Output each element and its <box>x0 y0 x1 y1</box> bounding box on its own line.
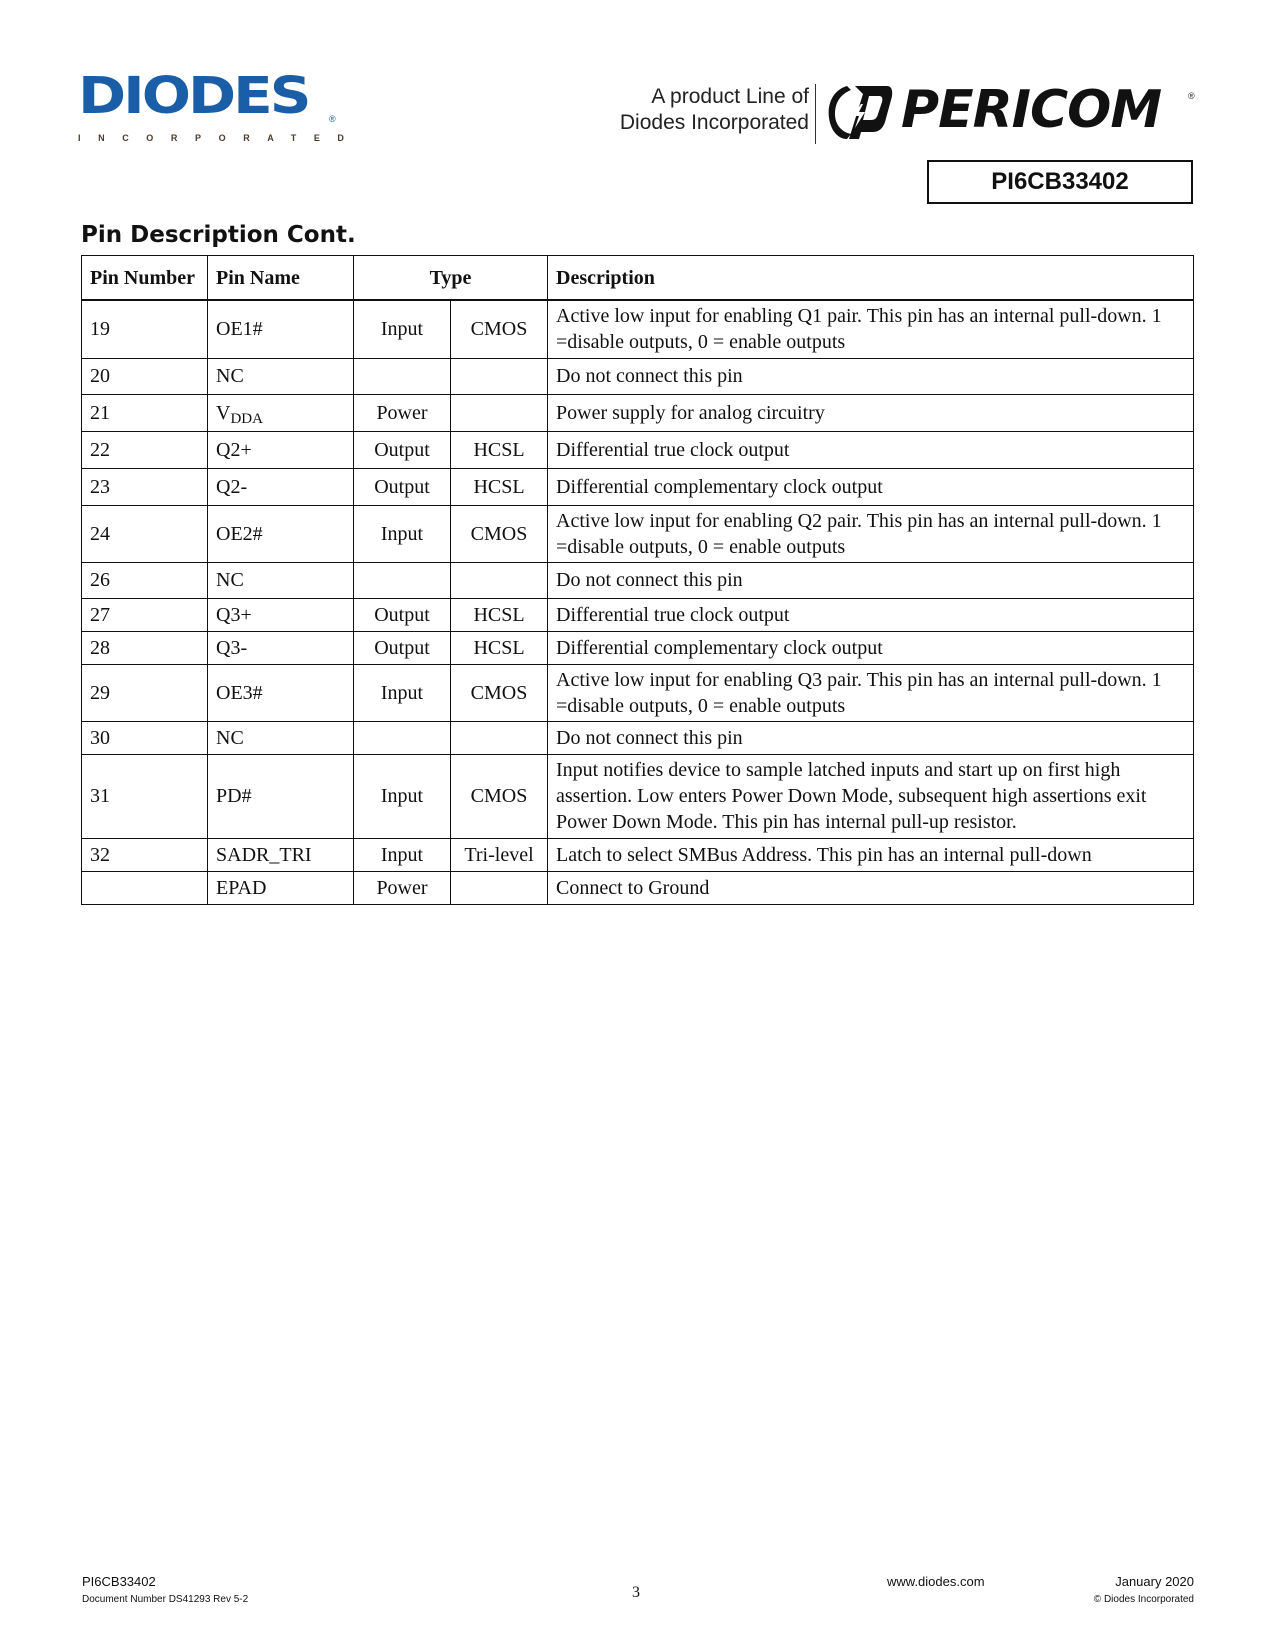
pin-name-cell: NC <box>208 721 354 754</box>
pin-number-cell: 27 <box>82 598 208 631</box>
pin-type-cell: Output <box>354 598 451 631</box>
pin-signal-cell <box>451 721 548 754</box>
diodes-logo-subtext: INCORPORATED <box>78 133 362 143</box>
pin-description-cell: Connect to Ground <box>548 871 1194 904</box>
pin-name-subscript: DDA <box>230 410 263 427</box>
pin-number-cell: 19 <box>82 300 208 358</box>
pin-description-cell: Power supply for analog circuitry <box>548 394 1194 431</box>
pin-description-cell: Active low input for enabling Q1 pair. This pin has an internal pull-down. 1 =disable outputs, 0 = enable outputs <box>548 300 1194 358</box>
part-number-box: PI6CB33402 <box>927 160 1193 204</box>
diodes-logo-text: DIODES <box>78 65 309 126</box>
pin-name-main: V <box>216 401 231 424</box>
pin-description-cell: Do not connect this pin <box>548 358 1194 394</box>
pin-number-cell: 28 <box>82 631 208 664</box>
pin-name-cell: NC <box>208 358 354 394</box>
header-pin-name: Pin Name <box>208 256 354 301</box>
pin-number-cell: 21 <box>82 394 208 431</box>
pin-number-cell: 26 <box>82 562 208 598</box>
pin-type-cell: Output <box>354 431 451 468</box>
pin-type-cell: Output <box>354 631 451 664</box>
section-title: Pin Description Cont. <box>81 222 356 248</box>
pin-signal-cell: Tri-level <box>451 838 548 871</box>
table-row <box>82 358 1194 394</box>
pin-number-cell: 32 <box>82 838 208 871</box>
pin-number-cell: 30 <box>82 721 208 754</box>
pin-description-cell: Active low input for enabling Q3 pair. This pin has an internal pull-down. 1 =disable outputs, 0 = enable outputs <box>548 664 1194 721</box>
pin-type-cell: Input <box>354 300 451 358</box>
pin-signal-cell <box>451 562 548 598</box>
table-row <box>82 598 1194 631</box>
pin-name-cell: PD# <box>208 754 354 838</box>
pin-type-cell: Output <box>354 468 451 505</box>
footer-page-number: 3 <box>632 1584 640 1601</box>
pin-name-cell: Q3- <box>208 631 354 664</box>
pericom-registered-mark: ® <box>1188 91 1195 101</box>
pin-type-cell <box>354 358 451 394</box>
pin-name-cell: SADR_TRI <box>208 838 354 871</box>
table-row <box>82 300 1194 358</box>
pin-name-cell <box>208 394 354 431</box>
tagline <box>620 84 809 136</box>
pericom-logo-icon <box>825 82 893 142</box>
table-row <box>82 664 1194 721</box>
pin-number-cell <box>82 871 208 904</box>
pin-number-cell: 22 <box>82 431 208 468</box>
pin-number-cell: 23 <box>82 468 208 505</box>
pin-description-table <box>81 255 1194 905</box>
tagline-line-2: Diodes Incorporated <box>619 111 809 134</box>
pin-signal-cell <box>451 394 548 431</box>
pin-signal-cell: CMOS <box>451 300 548 358</box>
header-pin-number: Pin Number <box>82 256 208 301</box>
pin-name-cell: NC <box>208 562 354 598</box>
table-row <box>82 721 1194 754</box>
pin-description-cell: Do not connect this pin <box>548 562 1194 598</box>
pin-type-cell: Input <box>354 505 451 562</box>
pericom-logo-text: PERICOM <box>901 80 1162 140</box>
pin-description-cell: Differential complementary clock output <box>548 468 1194 505</box>
table-row <box>82 394 1194 431</box>
pin-signal-cell <box>451 871 548 904</box>
pin-description-cell: Latch to select SMBus Address. This pin has an internal pull-down <box>548 838 1194 871</box>
tagline-line-1: A product Line of <box>651 85 809 108</box>
pin-type-cell: Input <box>354 664 451 721</box>
pin-signal-cell: HCSL <box>451 631 548 664</box>
pin-number-cell: 31 <box>82 754 208 838</box>
pin-signal-cell: HCSL <box>451 598 548 631</box>
pin-type-cell <box>354 721 451 754</box>
pin-type-cell: Power <box>354 871 451 904</box>
table-row <box>82 562 1194 598</box>
diodes-registered-mark: ® <box>329 114 336 124</box>
pin-signal-cell <box>451 358 548 394</box>
table-row <box>82 631 1194 664</box>
table-row <box>82 838 1194 871</box>
pin-name-cell: Q3+ <box>208 598 354 631</box>
pin-description-cell: Input notifies device to sample latched inputs and start up on first high assertion. Low enters Power Down Mode, subsequent high assertions exit Power Down Mode. This pin has internal pull-up resistor. <box>548 754 1194 838</box>
header-type: Type <box>354 256 548 301</box>
table-row <box>82 468 1194 505</box>
pin-signal-cell: CMOS <box>451 664 548 721</box>
table-header-row <box>82 256 1194 301</box>
header-description: Description <box>548 256 1194 301</box>
pin-type-cell: Input <box>354 838 451 871</box>
pin-name-cell: OE2# <box>208 505 354 562</box>
tagline-divider <box>815 84 816 144</box>
pin-description-cell: Differential true clock output <box>548 598 1194 631</box>
pin-description-cell: Active low input for enabling Q2 pair. This pin has an internal pull-down. 1 =disable outputs, 0 = enable outputs <box>548 505 1194 562</box>
pin-name-cell: EPAD <box>208 871 354 904</box>
pin-description-cell: Do not connect this pin <box>548 721 1194 754</box>
diodes-logo <box>78 65 362 144</box>
footer-copyright: © Diodes Incorporated <box>1093 1594 1194 1605</box>
pin-name-cell: Q2- <box>208 468 354 505</box>
pin-type-cell: Input <box>354 754 451 838</box>
pin-description-cell: Differential complementary clock output <box>548 631 1194 664</box>
pin-name-cell: OE1# <box>208 300 354 358</box>
pin-name-cell: Q2+ <box>208 431 354 468</box>
pin-number-cell: 20 <box>82 358 208 394</box>
footer-document-number: Document Number DS41293 Rev 5-2 <box>82 1594 249 1605</box>
pin-signal-cell: HCSL <box>451 468 548 505</box>
table-row <box>82 754 1194 838</box>
pin-number-cell: 29 <box>82 664 208 721</box>
table-row <box>82 505 1194 562</box>
pin-signal-cell: CMOS <box>451 505 548 562</box>
pin-number-cell: 24 <box>82 505 208 562</box>
table-row <box>82 431 1194 468</box>
pin-type-cell: Power <box>354 394 451 431</box>
footer-part-number: PI6CB33402 <box>82 1574 156 1589</box>
pin-type-cell <box>354 562 451 598</box>
pin-signal-cell: HCSL <box>451 431 548 468</box>
pin-description-cell: Differential true clock output <box>548 431 1194 468</box>
footer-date: January 2020 <box>1115 1574 1194 1589</box>
table-row <box>82 871 1194 904</box>
footer-website-link[interactable]: www.diodes.com <box>887 1574 985 1589</box>
pin-signal-cell: CMOS <box>451 754 548 838</box>
pin-name-cell: OE3# <box>208 664 354 721</box>
